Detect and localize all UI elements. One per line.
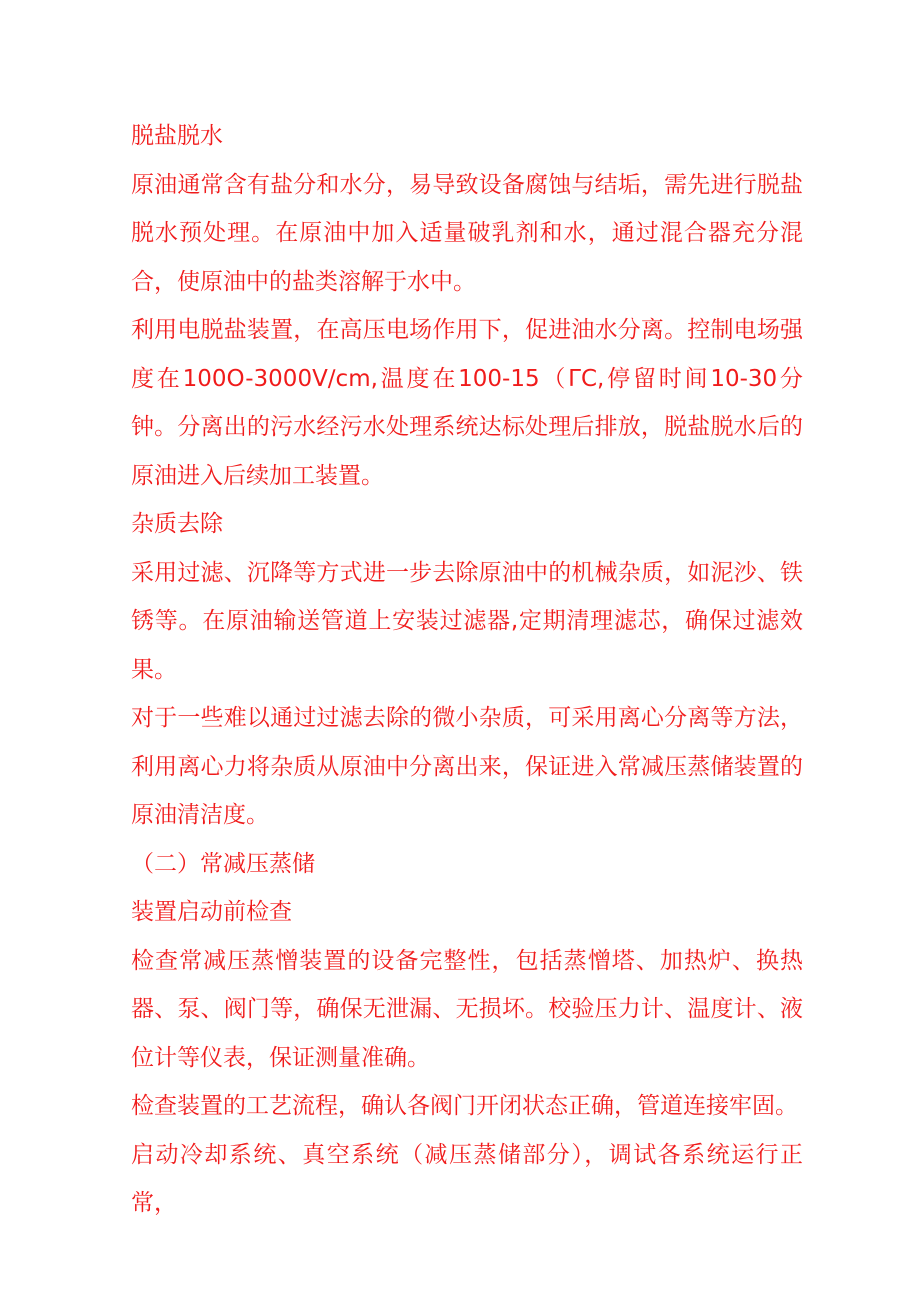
heading-impurity-removal: 杂质去除 <box>131 511 223 537</box>
paragraph: 启动冷却系统、真空系统（减压蒸储部分），调试各系统运行正常， <box>131 1141 803 1216</box>
heading-desalting: 脱盐脱水 <box>131 123 223 149</box>
paragraph: 采用过滤、沉降等方式进一步去除原油中的机械杂质，如泥沙、铁锈等。在原油输送管道上安装过滤器,定期清理滤芯，确保过滤效果。 <box>131 559 803 683</box>
paragraph: 原油通常含有盐分和水分，易导致设备腐蚀与结垢，需先进行脱盐脱水预处理。在原油中加入适量破乳剂和水，通过混合器充分混合，使原油中的盐类溶解于水中。 <box>131 171 803 295</box>
paragraph: 利用电脱盐装置，在高压电场作用下，促进油水分离。控制电场强度在100O-3000V∕cm,温度在100-15（ΓC,停留时间10-30分钟。分离出的污水经污水处理系统达标处理后排放，脱盐脱水后的原油进入后续加工装置。 <box>131 317 803 489</box>
paragraph: 对于一些难以通过过滤去除的微小杂质，可采用离心分离等方法，利用离心力将杂质从原油中分离出来，保证进入常减压蒸储装置的原油清洁度。 <box>131 705 803 828</box>
section-heading: （二）常减压蒸储 <box>131 850 315 877</box>
paragraph: 检查常减压蒸憎装置的设备完整性，包括蒸憎塔、加热炉、换热器、泵、阀门等，确保无泄漏、无损坏。校验压力计、温度计、液位计等仪表，保证测量准确。 <box>131 947 803 1071</box>
heading-startup-check: 装置启动前检查 <box>131 899 292 925</box>
paragraph: 检查装置的工艺流程，确认各阀门开闭状态正确，管道连接牢固。 <box>131 1093 798 1119</box>
document-body <box>131 112 803 1228</box>
